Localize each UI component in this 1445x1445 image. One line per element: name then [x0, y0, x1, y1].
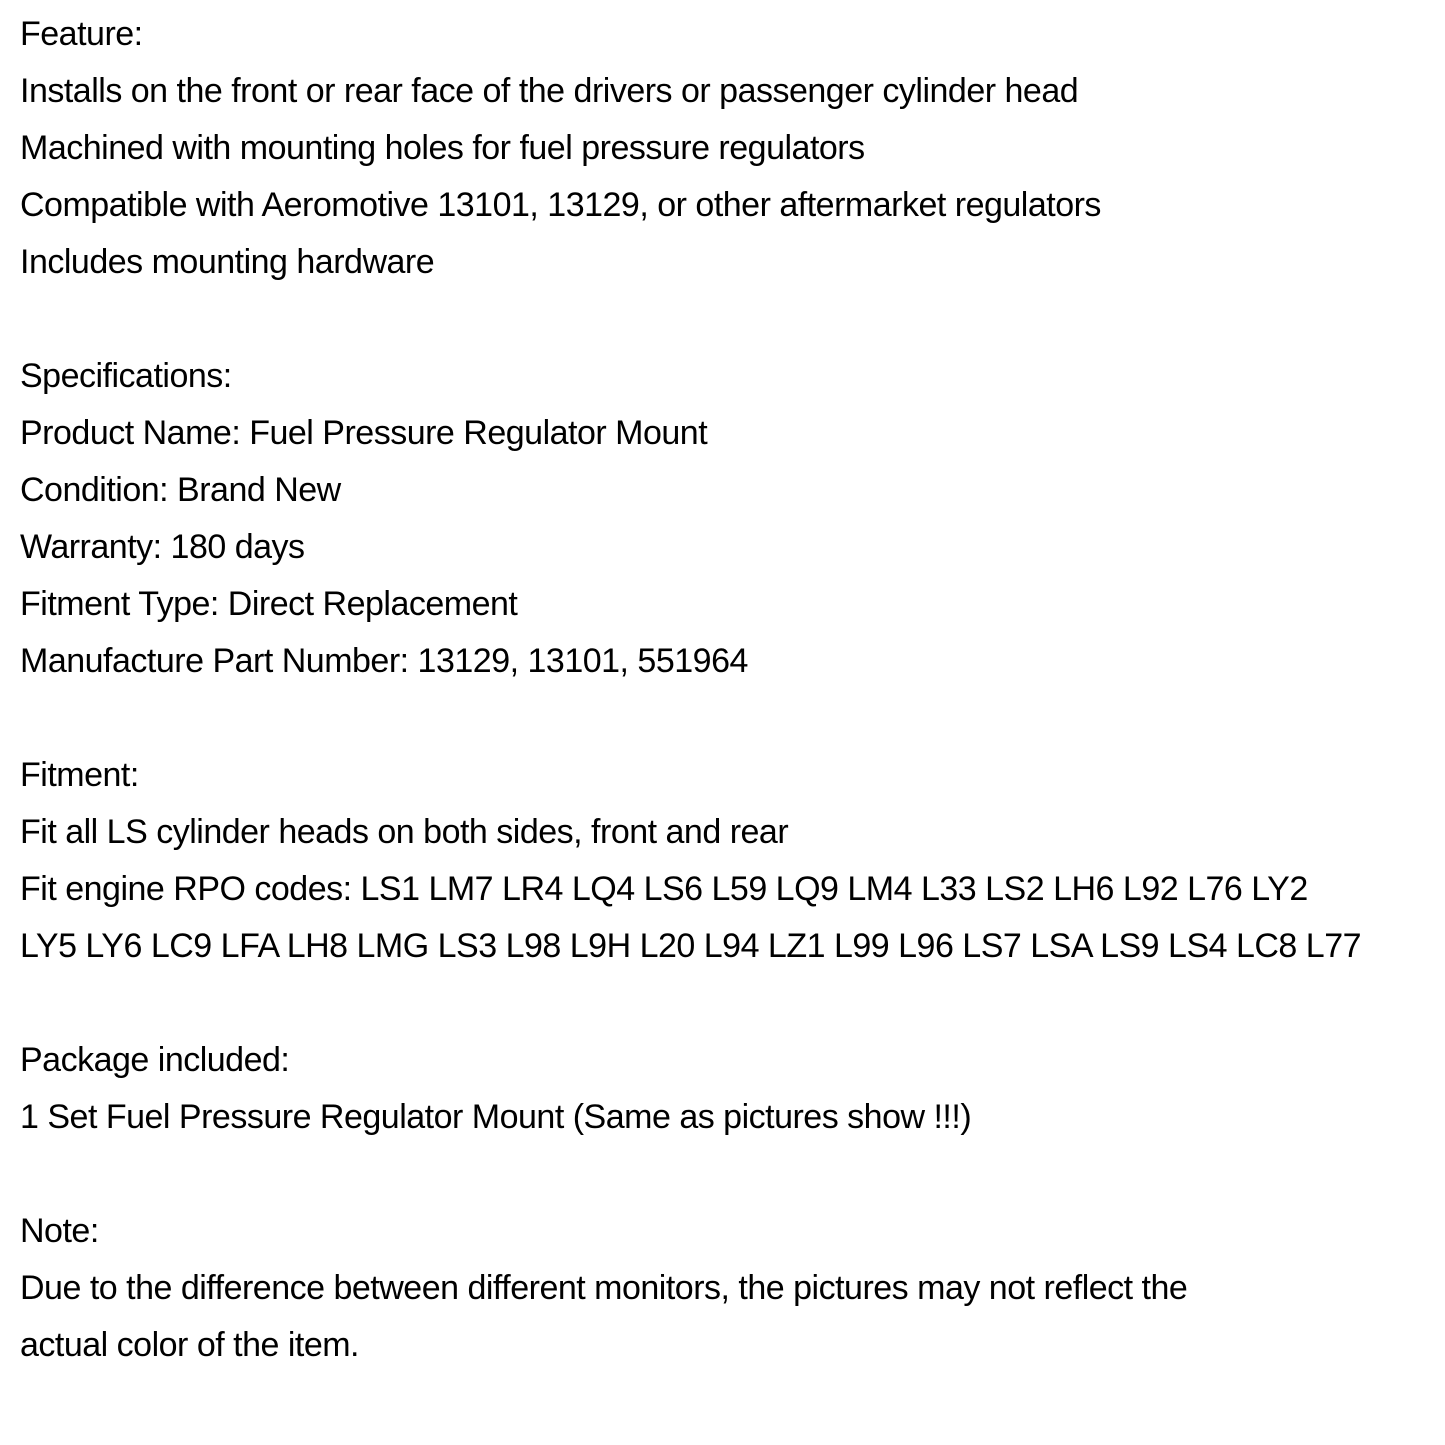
text-line: actual color of the item.: [20, 1326, 360, 1364]
text-line: Product Name: Fuel Pressure Regulator Mount: [20, 414, 708, 452]
section-heading-note: Note:: [20, 1212, 99, 1250]
text-line: Includes mounting hardware: [20, 243, 435, 281]
text-line: Due to the difference between different monitors, the pictures may not reflect the: [20, 1269, 1188, 1307]
section-heading-fitment: Fitment:: [20, 756, 139, 794]
section-specifications: [20, 348, 1427, 690]
section-note: [20, 1203, 1427, 1374]
section-heading-specifications: Specifications:: [20, 357, 232, 395]
section-feature: [20, 6, 1427, 291]
text-line: LY5 LY6 LC9 LFA LH8 LMG LS3 L98 L9H L20 L94 LZ1 L99 L96 LS7 LSA LS9 LS4 LC8 L77: [20, 927, 1362, 965]
section-fitment: [20, 747, 1427, 975]
text-line: Fitment Type: Direct Replacement: [20, 585, 518, 623]
text-line: Manufacture Part Number: 13129, 13101, 551964: [20, 642, 748, 680]
text-line: Fit engine RPO codes: LS1 LM7 LR4 LQ4 LS6 L59 LQ9 LM4 L33 LS2 LH6 L92 L76 LY2: [20, 870, 1308, 908]
text-line: Compatible with Aeromotive 13101, 13129, or other aftermarket regulators: [20, 186, 1101, 224]
section-heading-feature: Feature:: [20, 15, 143, 53]
text-line: Fit all LS cylinder heads on both sides, front and rear: [20, 813, 789, 851]
text-line: Condition: Brand New: [20, 471, 341, 509]
text-line: Machined with mounting holes for fuel pressure regulators: [20, 129, 865, 167]
section-heading-package-included: Package included:: [20, 1041, 290, 1079]
text-line: 1 Set Fuel Pressure Regulator Mount (Same as pictures show !!!): [20, 1098, 972, 1136]
text-line: Warranty: 180 days: [20, 528, 305, 566]
section-package-included: [20, 1032, 1427, 1146]
text-line: Installs on the front or rear face of the drivers or passenger cylinder head: [20, 72, 1079, 110]
